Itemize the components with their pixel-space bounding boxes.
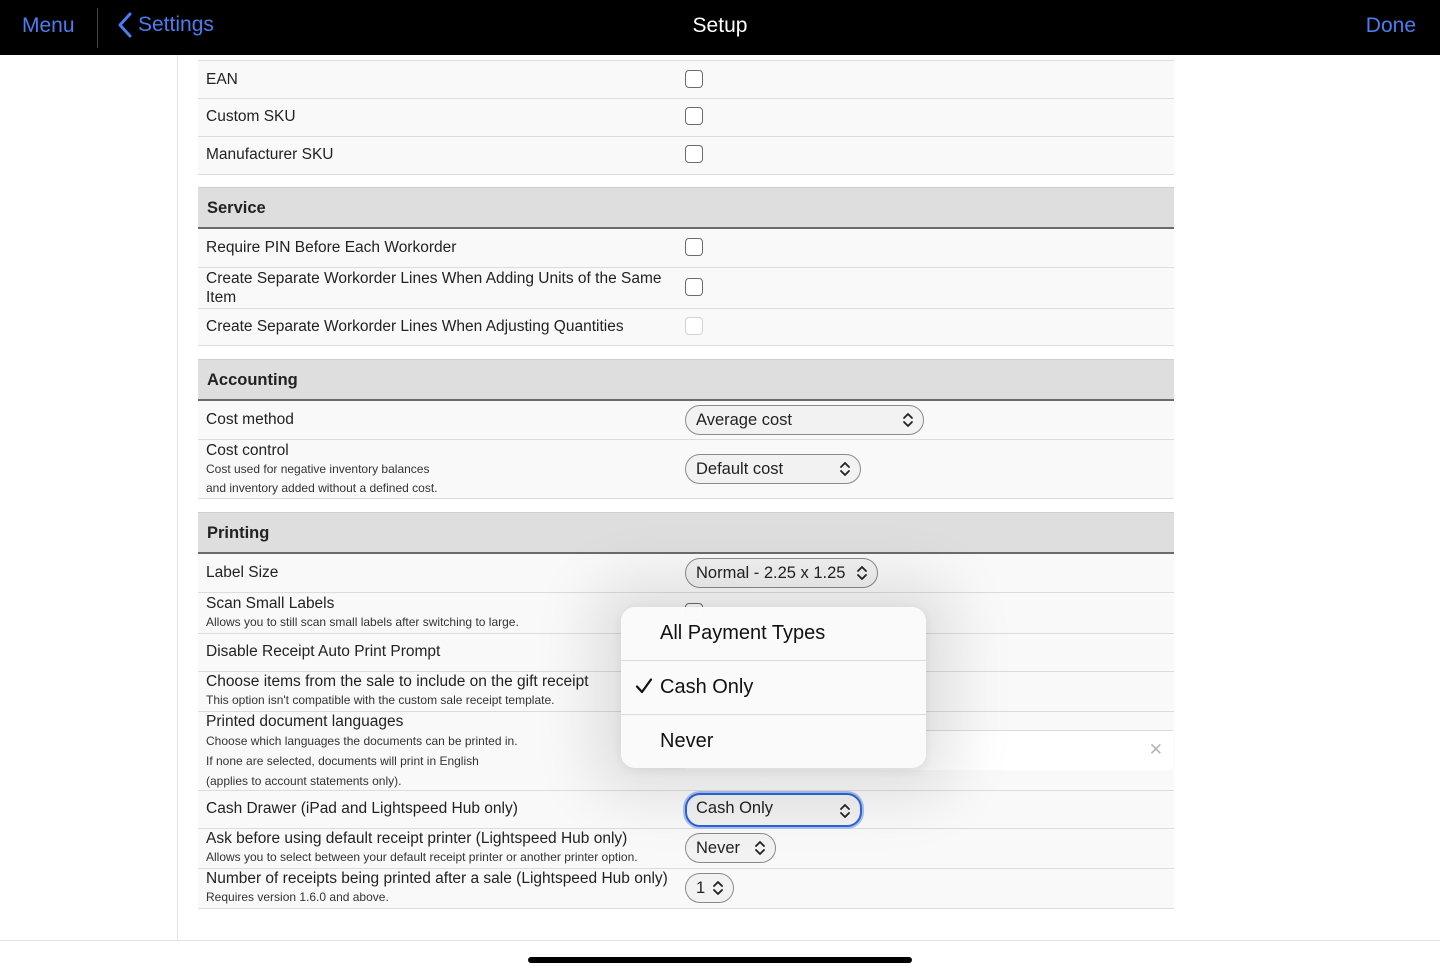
row-label-line-2: Item bbox=[206, 289, 237, 306]
page-title: Setup bbox=[692, 14, 748, 37]
row-label: Require PIN Before Each Workorder bbox=[206, 239, 457, 256]
row-description: This option isn't compatible with the custom sale receipt template. bbox=[206, 693, 555, 707]
section-title: Accounting bbox=[207, 371, 298, 389]
option-label: Never bbox=[660, 730, 714, 752]
settings-row-cash-drawer bbox=[198, 791, 1174, 829]
num-receipts-select[interactable] bbox=[685, 873, 734, 903]
section-header-printing bbox=[198, 512, 1174, 554]
separate-lines-adjust-checkbox[interactable] bbox=[685, 317, 703, 335]
select-value: Cash Only bbox=[696, 799, 774, 817]
cost-method-select[interactable] bbox=[685, 405, 924, 435]
navigation-bar bbox=[0, 0, 1440, 55]
settings-row-manufacturer-sku bbox=[198, 137, 1174, 175]
up-down-chevron-icon bbox=[754, 840, 766, 856]
row-title: Choose items from the sale to include on the gift receipt bbox=[206, 673, 589, 690]
row-label bbox=[206, 441, 438, 498]
row-label bbox=[206, 712, 518, 791]
up-down-chevron-icon bbox=[839, 461, 851, 477]
section-header-accounting bbox=[198, 359, 1174, 401]
cash-drawer-options-menu bbox=[621, 607, 926, 768]
select-value: Average cost bbox=[696, 411, 793, 429]
select-value: Never bbox=[696, 839, 741, 857]
row-label: Cash Drawer (iPad and Lightspeed Hub only) bbox=[206, 800, 518, 817]
section-title: Printing bbox=[207, 524, 270, 542]
bottom-divider bbox=[0, 940, 1440, 941]
cash-drawer-select[interactable] bbox=[685, 793, 862, 827]
row-title: Ask before using default receipt printer (Lightspeed Hub only) bbox=[206, 830, 628, 847]
section-header-service bbox=[198, 187, 1174, 229]
up-down-chevron-icon bbox=[902, 412, 914, 428]
ask-printer-select[interactable] bbox=[685, 833, 776, 863]
row-label-line-1: Create Separate Workorder Lines When Adding Units of the Same bbox=[206, 270, 662, 287]
ean-checkbox[interactable] bbox=[685, 70, 703, 88]
settings-row-require-pin bbox=[198, 229, 1174, 268]
up-down-chevron-icon bbox=[856, 565, 868, 581]
row-title: Printed document languages bbox=[206, 713, 404, 730]
select-value: Default cost bbox=[696, 460, 784, 478]
menu-option-never[interactable] bbox=[621, 715, 926, 768]
row-description: Cost used for negative inventory balances bbox=[206, 462, 430, 476]
cost-control-select[interactable] bbox=[685, 454, 861, 484]
manufacturer-sku-checkbox[interactable] bbox=[685, 145, 703, 163]
menu-button[interactable]: Menu bbox=[22, 14, 75, 37]
back-label: Settings bbox=[138, 13, 214, 36]
checkmark-icon bbox=[635, 677, 653, 695]
done-button[interactable]: Done bbox=[1365, 14, 1416, 37]
home-indicator[interactable] bbox=[528, 957, 912, 963]
separate-lines-units-checkbox[interactable] bbox=[685, 278, 703, 296]
row-label: Cost method bbox=[206, 411, 294, 428]
option-label: Cash Only bbox=[660, 676, 754, 698]
require-pin-checkbox[interactable] bbox=[685, 238, 703, 256]
settings-row-cost-method bbox=[198, 401, 1174, 440]
clear-icon[interactable]: ✕ bbox=[1148, 740, 1163, 759]
menu-option-all-payment-types[interactable] bbox=[621, 607, 926, 660]
row-label: Label Size bbox=[206, 564, 279, 581]
settings-row-ean bbox=[198, 60, 1174, 99]
settings-row-label-size bbox=[198, 554, 1174, 593]
section-title: Service bbox=[207, 199, 266, 217]
row-label bbox=[206, 269, 662, 307]
custom-sku-checkbox[interactable] bbox=[685, 107, 703, 125]
row-description: Allows you to still scan small labels after switching to large. bbox=[206, 615, 519, 629]
row-description: Choose which languages the documents can be printed in. bbox=[206, 734, 518, 748]
row-description: Allows you to select between your default receipt printer or another printer option. bbox=[206, 850, 638, 864]
settings-row-ask-printer bbox=[198, 829, 1174, 869]
row-description: If none are selected, documents will print in English bbox=[206, 754, 479, 768]
settings-row-num-receipts bbox=[198, 869, 1174, 909]
row-label bbox=[206, 594, 519, 632]
select-value: 1 bbox=[696, 879, 706, 897]
option-label: All Payment Types bbox=[660, 622, 826, 644]
up-down-chevron-icon bbox=[839, 803, 851, 819]
row-label bbox=[206, 869, 668, 907]
row-title: Scan Small Labels bbox=[206, 595, 335, 612]
row-label: Manufacturer SKU bbox=[206, 146, 334, 163]
row-title: Cost control bbox=[206, 442, 289, 459]
row-description: (applies to account statements only). bbox=[206, 774, 402, 788]
settings-row-separate-lines-units bbox=[198, 268, 1174, 309]
settings-row-separate-lines-adjust bbox=[198, 309, 1174, 346]
row-label: Custom SKU bbox=[206, 108, 296, 125]
select-value: Normal - 2.25 x 1.25 bbox=[696, 564, 846, 582]
label-size-select[interactable] bbox=[685, 558, 878, 588]
up-down-chevron-icon bbox=[712, 880, 724, 896]
row-label: Create Separate Workorder Lines When Adjusting Quantities bbox=[206, 318, 624, 335]
row-label bbox=[206, 829, 638, 867]
menu-option-cash-only[interactable] bbox=[621, 661, 926, 714]
row-label: Disable Receipt Auto Print Prompt bbox=[206, 643, 441, 660]
row-label: EAN bbox=[206, 71, 238, 88]
settings-row-cost-control bbox=[198, 440, 1174, 499]
row-description: Requires version 1.6.0 and above. bbox=[206, 890, 389, 904]
settings-row-custom-sku bbox=[198, 99, 1174, 137]
sidebar-divider bbox=[177, 55, 178, 941]
row-label bbox=[206, 672, 589, 710]
row-title: Number of receipts being printed after a sale (Lightspeed Hub only) bbox=[206, 870, 668, 887]
row-description: and inventory added without a defined cost. bbox=[206, 481, 438, 495]
